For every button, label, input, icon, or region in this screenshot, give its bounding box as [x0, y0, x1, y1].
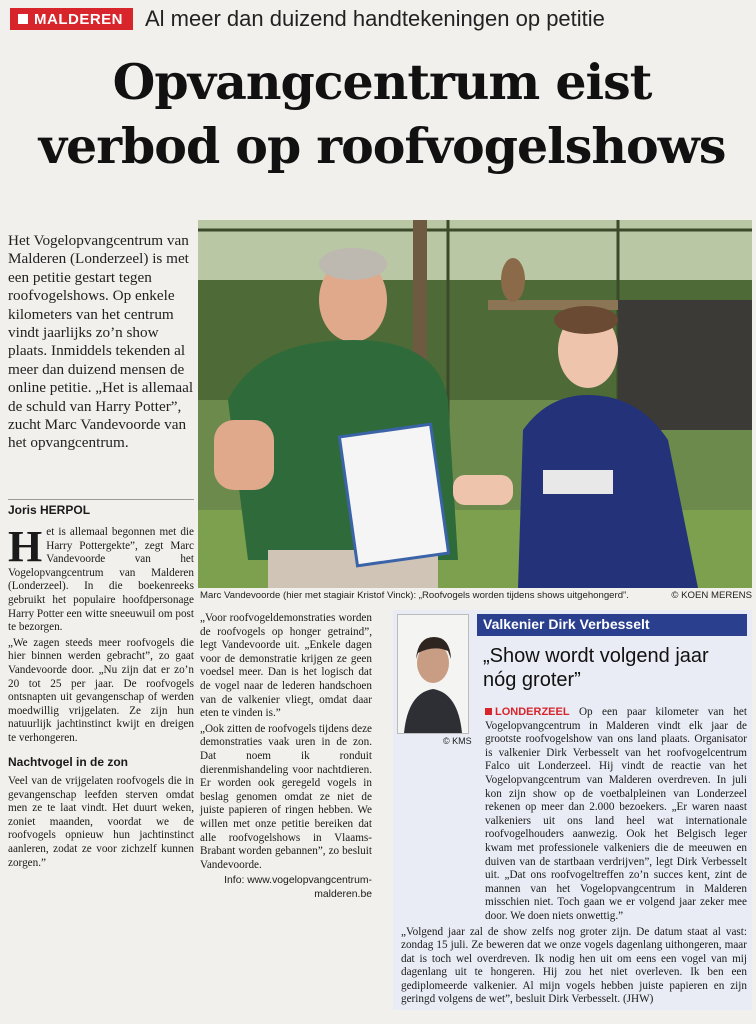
dropcap: H	[8, 522, 43, 571]
sidebar-body	[401, 706, 747, 1009]
section-tag	[10, 8, 133, 30]
paragraph-text: Op een paar kilometer van het Vogelopvangcentrum in Malderen vindt elk jaar de grootste roofvogelshow van ons land plaats. Organisator is valkenier Dirk Verbesselt van het roofvogelcentrum Falco uit Londerzeel. Hij vindt de reactie van het Vogelopvangcentrum van Malderen overdreven. In juli kon zijn show op de voetbalpleinen van Londerzeel rekenen op meer dan 2.000 bezoekers. „Er waren naast valkeniers uit ons land heel wat internationale roofvogelhouders aanwezig. Ook het Belgisch leger kwam met professionele valkeniers die de meeuwen en duiven van de startbaan verdrijven”, legt Dirk Verbesselt uit. „Dat ons roofvogeltreffen zo’n succes kent, zint de mannen van het Vogelopvangcentrum in Malderen misschien niet. Toch gaan we er volgend jaar zeker mee door. We doen niets onwettig.”	[485, 706, 748, 922]
body-column-2	[200, 612, 372, 901]
intro-paragraph: Het Vogelopvangcentrum van Malderen (Londerzeel) is met een petitie gestart tegen roofvogelshows. Op enkele kilometers van het centrum vindt jaarlijks zo’n show plaats. Inmiddels tekenden al meer dan duizend mensen de online petitie. „Het is allemaal de schuld van Harry Potter”, zucht Marc Vandevoorde van het opvangcentrum.	[8, 232, 194, 452]
photo-caption-row	[200, 590, 752, 601]
kicker-text: Al meer dan duizend handtekeningen op petitie	[145, 6, 605, 31]
section-tag-label: MALDEREN	[34, 10, 123, 28]
paragraph	[401, 706, 747, 924]
paragraph: Veel van de vrijgelaten roofvogels die in gevangenschap leefden sterven omdat men ze te laat vindt. Het duurt weken, zoniet maanden, voordat we de roofvogels opnieuw hun jachtinstinct aanleren, zodat ze voor zichzelf kunnen zorgen.”	[8, 775, 194, 869]
body-column-1	[8, 522, 194, 872]
location-label	[485, 706, 570, 718]
sidebar-heading: Valkenier Dirk Verbesselt	[477, 614, 747, 636]
subheading: Nachtvogel in de zon	[8, 754, 129, 769]
paragraph-text: et is allemaal begonnen met die Harry Pottergekte”, zegt Marc Vandevoorde van het Vogelopvangcentrum van Malderen (Londerzeel). In die boekenreeks gebruikt het populaire hoofdpersonage Harry Potter een witte sneeuwuil om post te bezorgen.	[8, 526, 194, 634]
portrait-credit: © KMS	[443, 736, 472, 746]
byline: Joris HERPOL	[8, 499, 194, 517]
paragraph: „Voor roofvogeldemonstraties worden de roofvogels op honger getraind”, legt Vandevoorde uit. „Enkele dagen voor de demonstratie krijgen ze geen voedsel meer. Dan is het logisch dat de vogel naar de lederen handschoen van de valkenier vliegt, omdat daar eten te vinden is.”	[200, 612, 372, 720]
kicker-bar	[10, 8, 605, 30]
sidebar-box	[393, 610, 752, 1010]
sidebar-quote: „Show wordt volgend jaar nóg groter”	[483, 645, 709, 691]
photo-illustration	[198, 220, 752, 588]
info-link: Info: www.vogelopvangcentrum-malderen.be	[224, 875, 372, 900]
paragraph: „Volgend jaar zal de show zelfs nog groter zijn. De datum staat al vast: zondag 15 juli. Ze beweren dat we onze vogels dagenlang uithongeren, maar dat is toch wel overdreven. Ik nodig hen uit om eens een vogel van mij dagenlang uit te hongeren. Hij zou het niet overleven. Ik ben een gediplomeerde valkenier. Al mijn vogels hebben juiste papieren en zijn geringd volgens de wet”, besluit Dirk Verbesselt. (JHW)	[401, 925, 747, 1006]
photo-caption: Marc Vandevoorde (hier met stagiair Kristof Vinck): „Roofvogels worden tijdens shows uitgehongerd”.	[200, 590, 629, 601]
photo-credit: © KOEN MERENS	[671, 590, 752, 601]
square-icon	[485, 708, 492, 715]
paragraph: „Ook zitten de roofvogels tijdens deze demonstraties vaak uren in de zon. Dat noem ik ronduit dierenmishandeling voor nachtdieren. Er worden ook geregeld vogels in beslag genomen omdat ze niet de juiste papieren of ringen hebben. We willen met onze petitie bereiken dat alle roofvogelshows in Vlaams-Brabant worden gebannen”, zo besluit Vandevoorde.	[200, 722, 372, 871]
square-icon	[18, 14, 28, 24]
headline-line-1: Opvangcentrum eist	[112, 53, 652, 111]
location-text: LONDERZEEL	[495, 706, 570, 718]
paragraph	[8, 522, 194, 635]
article-photo	[198, 220, 752, 588]
paragraph: „We zagen steeds meer roofvogels die hier binnen werden gebracht”, zo gaat Vandevoorde door. „Nu zijn dat er zo’n 20 tot 25 per jaar. De roofvogels ontsnapten uit gevangenschap of werden moedwillig vrijgelaten. Ze zijn hun natuurlijk jachtinstinct kwijt en dreigen te verhongeren.	[8, 636, 194, 744]
headline-line-2: verbod op roofvogelshows	[38, 117, 726, 175]
headline	[14, 50, 750, 178]
